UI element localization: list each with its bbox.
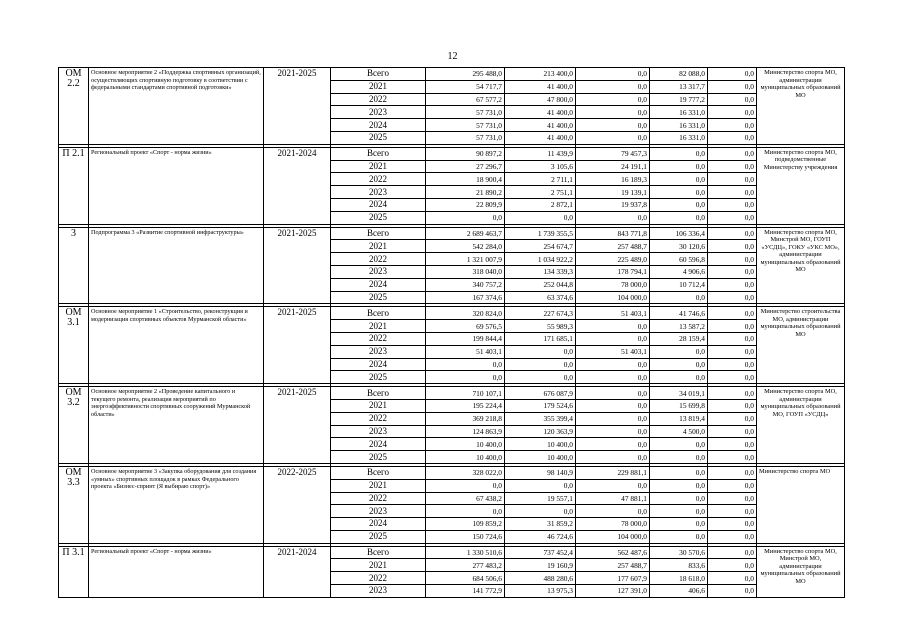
- regional-budget-cell: 41 400,0: [505, 80, 576, 93]
- regional-budget-cell: 19 557,1: [505, 492, 576, 505]
- local-budget-cell: 16 331,0: [650, 106, 708, 119]
- regional-budget-cell: 98 140,9: [505, 466, 576, 479]
- row-year: 2025: [331, 530, 426, 543]
- federal-budget-cell: 562 487,6: [576, 546, 650, 559]
- total-amount-cell: 328 022,0: [426, 466, 505, 479]
- regional-budget-cell: 10 400,0: [505, 451, 576, 464]
- extra-budget-cell: 0,0: [708, 518, 757, 531]
- row-year: 2022: [331, 492, 426, 505]
- regional-budget-cell: 0,0: [505, 211, 576, 224]
- extra-budget-cell: 0,0: [708, 227, 757, 240]
- total-amount-cell: 1 321 007,9: [426, 253, 505, 266]
- total-amount-cell: 318 040,0: [426, 265, 505, 278]
- federal-budget-cell: 229 881,1: [576, 466, 650, 479]
- table-row: [59, 387, 845, 400]
- row-year: Всего: [331, 307, 426, 320]
- extra-budget-cell: 0,0: [708, 585, 757, 598]
- row-year: Всего: [331, 387, 426, 400]
- total-amount-cell: 124 863,9: [426, 425, 505, 438]
- regional-budget-cell: 213 400,0: [505, 68, 576, 81]
- page-number: 12: [447, 51, 458, 62]
- row-year: 2021: [331, 320, 426, 333]
- item-period: 2021-2025: [264, 227, 331, 304]
- extra-budget-cell: 0,0: [708, 160, 757, 173]
- extra-budget-cell: 0,0: [708, 572, 757, 585]
- item-name: Основное мероприятие 3 «Закупка оборудования для создания «умных» спортивных площадок в рамках Федерального проекта «Бизнес-спринт (Я выбираю спорт)»: [89, 466, 264, 543]
- regional-budget-cell: 676 087,9: [505, 387, 576, 400]
- regional-budget-cell: 737 452,4: [505, 546, 576, 559]
- regional-budget-cell: 171 685,1: [505, 332, 576, 345]
- row-year: 2021: [331, 399, 426, 412]
- local-budget-cell: 13 819,4: [650, 412, 708, 425]
- total-amount-cell: 0,0: [426, 358, 505, 371]
- item-code: ОМ 3.1: [59, 307, 89, 384]
- local-budget-cell: 16 331,0: [650, 131, 708, 144]
- local-budget-cell: 15 699,8: [650, 399, 708, 412]
- total-amount-cell: 54 717,7: [426, 80, 505, 93]
- total-amount-cell: 542 284,0: [426, 240, 505, 253]
- row-year: 2024: [331, 278, 426, 291]
- local-budget-cell: 0,0: [650, 479, 708, 492]
- local-budget-cell: 0,0: [650, 160, 708, 173]
- local-budget-cell: 13 317,7: [650, 80, 708, 93]
- row-year: 2025: [331, 371, 426, 384]
- extra-budget-cell: 0,0: [708, 240, 757, 253]
- item-period: 2021-2025: [264, 387, 331, 464]
- table-row: [59, 227, 845, 240]
- federal-budget-cell: 0,0: [576, 387, 650, 400]
- item-code: ОМ 3.3: [59, 466, 89, 543]
- row-year: 2022: [331, 93, 426, 106]
- extra-budget-cell: 0,0: [708, 546, 757, 559]
- regional-budget-cell: 11 439,9: [505, 147, 576, 160]
- federal-budget-cell: 78 000,0: [576, 278, 650, 291]
- federal-budget-cell: 79 457,3: [576, 147, 650, 160]
- local-budget-cell: 30 120,6: [650, 240, 708, 253]
- federal-budget-cell: 0,0: [576, 68, 650, 81]
- row-year: Всего: [331, 227, 426, 240]
- federal-budget-cell: 16 189,3: [576, 173, 650, 186]
- regional-budget-cell: 55 989,3: [505, 320, 576, 333]
- total-amount-cell: 0,0: [426, 505, 505, 518]
- federal-budget-cell: 0,0: [576, 438, 650, 451]
- federal-budget-cell: 0,0: [576, 119, 650, 132]
- regional-budget-cell: 0,0: [505, 505, 576, 518]
- regional-budget-cell: 179 524,6: [505, 399, 576, 412]
- row-year: Всего: [331, 68, 426, 81]
- regional-budget-cell: 41 400,0: [505, 119, 576, 132]
- federal-budget-cell: 0,0: [576, 358, 650, 371]
- extra-budget-cell: 0,0: [708, 425, 757, 438]
- total-amount-cell: 21 890,2: [426, 186, 505, 199]
- row-year: 2022: [331, 412, 426, 425]
- local-budget-cell: 0,0: [650, 530, 708, 543]
- extra-budget-cell: 0,0: [708, 211, 757, 224]
- regional-budget-cell: 2 751,1: [505, 186, 576, 199]
- item-code: П 3.1: [59, 546, 89, 597]
- local-budget-cell: 13 587,2: [650, 320, 708, 333]
- federal-budget-cell: 0,0: [576, 320, 650, 333]
- local-budget-cell: 106 336,4: [650, 227, 708, 240]
- regional-budget-cell: 10 400,0: [505, 438, 576, 451]
- federal-budget-cell: 843 771,8: [576, 227, 650, 240]
- local-budget-cell: 82 088,0: [650, 68, 708, 81]
- regional-budget-cell: 47 800,0: [505, 93, 576, 106]
- regional-budget-cell: 19 160,9: [505, 559, 576, 572]
- federal-budget-cell: 78 000,0: [576, 518, 650, 531]
- local-budget-cell: 0,0: [650, 466, 708, 479]
- local-budget-cell: 406,6: [650, 585, 708, 598]
- regional-budget-cell: 41 400,0: [505, 131, 576, 144]
- total-amount-cell: 10 400,0: [426, 438, 505, 451]
- federal-budget-cell: 0,0: [576, 412, 650, 425]
- federal-budget-cell: 51 403,1: [576, 345, 650, 358]
- regional-budget-cell: 0,0: [505, 479, 576, 492]
- regional-budget-cell: 227 674,3: [505, 307, 576, 320]
- regional-budget-cell: 31 859,2: [505, 518, 576, 531]
- row-year: 2023: [331, 265, 426, 278]
- item-name: Подпрограмма 3 «Развитие спортивной инфраструктуры»: [89, 227, 264, 304]
- extra-budget-cell: 0,0: [708, 320, 757, 333]
- table-row: [59, 307, 845, 320]
- regional-budget-cell: 3 105,6: [505, 160, 576, 173]
- row-year: Всего: [331, 147, 426, 160]
- federal-budget-cell: 225 489,0: [576, 253, 650, 266]
- row-year: 2023: [331, 186, 426, 199]
- extra-budget-cell: 0,0: [708, 358, 757, 371]
- regional-budget-cell: 355 399,4: [505, 412, 576, 425]
- extra-budget-cell: 0,0: [708, 119, 757, 132]
- federal-budget-cell: 104 000,0: [576, 530, 650, 543]
- regional-budget-cell: 0,0: [505, 371, 576, 384]
- total-amount-cell: 10 400,0: [426, 451, 505, 464]
- extra-budget-cell: 0,0: [708, 530, 757, 543]
- regional-budget-cell: 134 339,3: [505, 265, 576, 278]
- table-row: [59, 546, 845, 559]
- item-performer: Министерство спорта МО: [757, 466, 845, 543]
- federal-budget-cell: 0,0: [576, 479, 650, 492]
- federal-budget-cell: 24 191,1: [576, 160, 650, 173]
- total-amount-cell: 295 488,0: [426, 68, 505, 81]
- local-budget-cell: 0,0: [650, 518, 708, 531]
- extra-budget-cell: 0,0: [708, 559, 757, 572]
- item-code: ОМ 2.2: [59, 68, 89, 145]
- extra-budget-cell: 0,0: [708, 106, 757, 119]
- federal-budget-cell: 19 139,1: [576, 186, 650, 199]
- item-name: Региональный проект «Спорт - норма жизни»: [89, 546, 264, 597]
- local-budget-cell: 0,0: [650, 211, 708, 224]
- local-budget-cell: 0,0: [650, 438, 708, 451]
- total-amount-cell: 150 724,6: [426, 530, 505, 543]
- row-year: 2024: [331, 119, 426, 132]
- federal-budget-cell: 257 488,7: [576, 559, 650, 572]
- extra-budget-cell: 0,0: [708, 68, 757, 81]
- local-budget-cell: 0,0: [650, 371, 708, 384]
- local-budget-cell: 10 712,4: [650, 278, 708, 291]
- row-year: 2023: [331, 425, 426, 438]
- regional-budget-cell: 1 739 355,5: [505, 227, 576, 240]
- item-name: Основное мероприятие 2 «Поддержка спортивных организаций, осуществляющих спортивную подготовку в соответствии с федеральными стандартами спортивной подготовки»: [89, 68, 264, 145]
- extra-budget-cell: 0,0: [708, 492, 757, 505]
- total-amount-cell: 199 844,4: [426, 332, 505, 345]
- budget-table: [58, 67, 845, 598]
- local-budget-cell: 0,0: [650, 198, 708, 211]
- row-year: 2021: [331, 559, 426, 572]
- item-performer: Министерство спорта МО, Минстрой МО, администрации муниципальных образований МО: [757, 546, 845, 597]
- row-year: 2022: [331, 173, 426, 186]
- local-budget-cell: 0,0: [650, 147, 708, 160]
- regional-budget-cell: 120 363,9: [505, 425, 576, 438]
- total-amount-cell: 1 330 510,6: [426, 546, 505, 559]
- total-amount-cell: 684 506,6: [426, 572, 505, 585]
- total-amount-cell: 2 689 463,7: [426, 227, 505, 240]
- total-amount-cell: 277 483,2: [426, 559, 505, 572]
- regional-budget-cell: 63 374,6: [505, 291, 576, 304]
- local-budget-cell: 34 019,1: [650, 387, 708, 400]
- federal-budget-cell: 0,0: [576, 332, 650, 345]
- total-amount-cell: 27 296,7: [426, 160, 505, 173]
- row-year: 2022: [331, 572, 426, 585]
- local-budget-cell: 4 500,0: [650, 425, 708, 438]
- extra-budget-cell: 0,0: [708, 371, 757, 384]
- total-amount-cell: 710 107,1: [426, 387, 505, 400]
- row-year: 2025: [331, 131, 426, 144]
- item-period: 2022-2025: [264, 466, 331, 543]
- item-name: Основное мероприятие 2 «Проведение капитального и текущего ремонта, реализация мероприятий по энергоэффективности спортивных сооружений Мурманской области»: [89, 387, 264, 464]
- total-amount-cell: 22 809,9: [426, 198, 505, 211]
- extra-budget-cell: 0,0: [708, 466, 757, 479]
- extra-budget-cell: 0,0: [708, 198, 757, 211]
- federal-budget-cell: 0,0: [576, 211, 650, 224]
- total-amount-cell: 57 731,0: [426, 119, 505, 132]
- local-budget-cell: 18 618,0: [650, 572, 708, 585]
- regional-budget-cell: 488 280,6: [505, 572, 576, 585]
- item-performer: Министерство спорта МО, Минстрой МО, ГОУП «УСДЦ», ГОКУ «УКС МО», администрации муниципальных образований МО: [757, 227, 845, 304]
- extra-budget-cell: 0,0: [708, 80, 757, 93]
- extra-budget-cell: 0,0: [708, 173, 757, 186]
- extra-budget-cell: 0,0: [708, 186, 757, 199]
- extra-budget-cell: 0,0: [708, 265, 757, 278]
- row-year: 2023: [331, 106, 426, 119]
- budget-table-body: [59, 68, 845, 598]
- extra-budget-cell: 0,0: [708, 438, 757, 451]
- regional-budget-cell: 41 400,0: [505, 106, 576, 119]
- regional-budget-cell: 2 872,1: [505, 198, 576, 211]
- total-amount-cell: 57 731,0: [426, 131, 505, 144]
- federal-budget-cell: 47 881,1: [576, 492, 650, 505]
- row-year: 2025: [331, 451, 426, 464]
- item-name: Основное мероприятие 1 «Строительство, реконструкция и модернизация спортивных объектов Мурманской области»: [89, 307, 264, 384]
- federal-budget-cell: 104 000,0: [576, 291, 650, 304]
- local-budget-cell: 19 777,2: [650, 93, 708, 106]
- item-performer: Министерство спорта МО, подведомственные Министерству учреждения: [757, 147, 845, 224]
- federal-budget-cell: 0,0: [576, 371, 650, 384]
- total-amount-cell: 90 897,2: [426, 147, 505, 160]
- total-amount-cell: 0,0: [426, 479, 505, 492]
- local-budget-cell: 0,0: [650, 451, 708, 464]
- extra-budget-cell: 0,0: [708, 387, 757, 400]
- federal-budget-cell: 257 488,7: [576, 240, 650, 253]
- row-year: 2025: [331, 291, 426, 304]
- row-year: Всего: [331, 466, 426, 479]
- local-budget-cell: 4 906,6: [650, 265, 708, 278]
- total-amount-cell: 57 731,0: [426, 106, 505, 119]
- federal-budget-cell: 19 937,8: [576, 198, 650, 211]
- regional-budget-cell: 0,0: [505, 358, 576, 371]
- item-name: Региональный проект «Спорт - норма жизни»: [89, 147, 264, 224]
- total-amount-cell: 67 577,2: [426, 93, 505, 106]
- extra-budget-cell: 0,0: [708, 291, 757, 304]
- item-performer: Министерство спорта МО, администрации муниципальных образований МО, ГОУП «УСДЦ»: [757, 387, 845, 464]
- total-amount-cell: 369 218,8: [426, 412, 505, 425]
- total-amount-cell: 320 824,0: [426, 307, 505, 320]
- table-row: [59, 147, 845, 160]
- item-code: ОМ 3.2: [59, 387, 89, 464]
- row-year: 2021: [331, 80, 426, 93]
- row-year: 2024: [331, 438, 426, 451]
- federal-budget-cell: 0,0: [576, 80, 650, 93]
- item-performer: Министерство спорта МО, администрации муниципальных образований МО: [757, 68, 845, 145]
- federal-budget-cell: 177 607,9: [576, 572, 650, 585]
- extra-budget-cell: 0,0: [708, 278, 757, 291]
- extra-budget-cell: 0,0: [708, 479, 757, 492]
- extra-budget-cell: 0,0: [708, 505, 757, 518]
- local-budget-cell: 0,0: [650, 505, 708, 518]
- federal-budget-cell: 0,0: [576, 425, 650, 438]
- row-year: 2022: [331, 332, 426, 345]
- total-amount-cell: 0,0: [426, 371, 505, 384]
- local-budget-cell: 16 331,0: [650, 119, 708, 132]
- total-amount-cell: 69 576,5: [426, 320, 505, 333]
- regional-budget-cell: 1 034 922,2: [505, 253, 576, 266]
- extra-budget-cell: 0,0: [708, 307, 757, 320]
- regional-budget-cell: 13 975,3: [505, 585, 576, 598]
- local-budget-cell: 0,0: [650, 186, 708, 199]
- row-year: 2021: [331, 479, 426, 492]
- total-amount-cell: 51 403,1: [426, 345, 505, 358]
- row-year: 2023: [331, 505, 426, 518]
- item-period: 2021-2024: [264, 147, 331, 224]
- extra-budget-cell: 0,0: [708, 399, 757, 412]
- local-budget-cell: 0,0: [650, 358, 708, 371]
- row-year: 2025: [331, 211, 426, 224]
- local-budget-cell: 0,0: [650, 345, 708, 358]
- extra-budget-cell: 0,0: [708, 147, 757, 160]
- row-year: 2024: [331, 198, 426, 211]
- total-amount-cell: 195 224,4: [426, 399, 505, 412]
- regional-budget-cell: 252 044,8: [505, 278, 576, 291]
- regional-budget-cell: 46 724,6: [505, 530, 576, 543]
- local-budget-cell: 0,0: [650, 173, 708, 186]
- federal-budget-cell: 127 391,0: [576, 585, 650, 598]
- regional-budget-cell: 254 674,7: [505, 240, 576, 253]
- extra-budget-cell: 0,0: [708, 93, 757, 106]
- federal-budget-cell: 0,0: [576, 505, 650, 518]
- item-performer: Министерство строительства МО, администрации муниципальных образований МО: [757, 307, 845, 384]
- total-amount-cell: 109 859,2: [426, 518, 505, 531]
- row-year: 2022: [331, 253, 426, 266]
- local-budget-cell: 833,6: [650, 559, 708, 572]
- total-amount-cell: 18 900,4: [426, 173, 505, 186]
- item-period: 2021-2025: [264, 307, 331, 384]
- extra-budget-cell: 0,0: [708, 332, 757, 345]
- table-row: [59, 466, 845, 479]
- total-amount-cell: 67 438,2: [426, 492, 505, 505]
- row-year: 2021: [331, 160, 426, 173]
- regional-budget-cell: 2 711,1: [505, 173, 576, 186]
- total-amount-cell: 340 757,2: [426, 278, 505, 291]
- local-budget-cell: 41 746,6: [650, 307, 708, 320]
- local-budget-cell: 0,0: [650, 492, 708, 505]
- local-budget-cell: 0,0: [650, 291, 708, 304]
- item-period: 2021-2024: [264, 546, 331, 597]
- item-period: 2021-2025: [264, 68, 331, 145]
- item-code: 3: [59, 227, 89, 304]
- extra-budget-cell: 0,0: [708, 131, 757, 144]
- table-row: [59, 68, 845, 81]
- row-year: 2024: [331, 358, 426, 371]
- row-year: Всего: [331, 546, 426, 559]
- row-year: 2021: [331, 240, 426, 253]
- federal-budget-cell: 178 794,1: [576, 265, 650, 278]
- extra-budget-cell: 0,0: [708, 451, 757, 464]
- regional-budget-cell: 0,0: [505, 345, 576, 358]
- local-budget-cell: 60 596,8: [650, 253, 708, 266]
- row-year: 2023: [331, 585, 426, 598]
- local-budget-cell: 30 570,6: [650, 546, 708, 559]
- federal-budget-cell: 0,0: [576, 106, 650, 119]
- extra-budget-cell: 0,0: [708, 412, 757, 425]
- total-amount-cell: 167 374,6: [426, 291, 505, 304]
- item-code: П 2.1: [59, 147, 89, 224]
- federal-budget-cell: 0,0: [576, 399, 650, 412]
- federal-budget-cell: 51 403,1: [576, 307, 650, 320]
- total-amount-cell: 0,0: [426, 211, 505, 224]
- total-amount-cell: 141 772,9: [426, 585, 505, 598]
- row-year: 2023: [331, 345, 426, 358]
- extra-budget-cell: 0,0: [708, 253, 757, 266]
- federal-budget-cell: 0,0: [576, 93, 650, 106]
- row-year: 2024: [331, 518, 426, 531]
- local-budget-cell: 28 159,4: [650, 332, 708, 345]
- federal-budget-cell: 0,0: [576, 451, 650, 464]
- extra-budget-cell: 0,0: [708, 345, 757, 358]
- federal-budget-cell: 0,0: [576, 131, 650, 144]
